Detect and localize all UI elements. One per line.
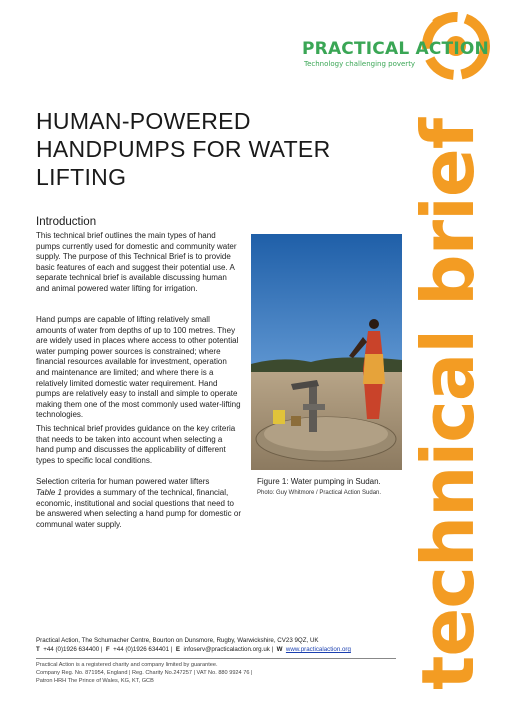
title-line: HANDPUMPS FOR WATER [36, 136, 331, 162]
website-link[interactable]: www.practicalaction.org [285, 646, 351, 653]
logo-tagline: Technology challenging poverty [304, 60, 416, 68]
email-address[interactable]: infoserv@practicalaction.org.uk [183, 646, 270, 653]
photo-credit: Photo: Guy Whitmore / Practical Action Sudan. [257, 490, 382, 496]
legal-line: Practical Action is a registered charity and company limited by guarantee. [36, 662, 218, 668]
water-pump-photo [251, 234, 402, 470]
email-label: E [175, 646, 180, 653]
footer-address: Practical Action, The Schumacher Centre, Bourton on Dunsmore, Rugby, Warwickshire, CV23 9QZ, UK [36, 637, 319, 644]
title-line: HUMAN-POWERED [36, 108, 251, 134]
introduction-heading: Introduction [36, 216, 97, 228]
selection-paragraph [36, 488, 241, 530]
tel-number: +44 (0)1926 634400 [43, 646, 100, 653]
page-title [36, 107, 376, 191]
footer-divider [36, 658, 396, 659]
intro-paragraph-2: Hand pumps are capable of lifting relatively small amounts of water from depths of up to 100 metres. They are widely used in places where access to other potential water pumping power sources is constrained; where financial resources available for investment, operation and maintenance are limited; and where there is a relatively limited domestic water requirement. Hand pumps are relatively easy to install and simple to operate making them one of the most commonly used water-lifting technologies. [36, 315, 241, 420]
legal-line: Company Reg. No. 871954, England | Reg. Charity No.247257 | VAT No. 880 9924 76 | [36, 669, 253, 676]
intro-paragraph-3: This technical brief provides guidance on the key criteria that needs to be taken into account when selecting a hand pump and discusses the applicability of different types to specific local conditions. [36, 424, 236, 465]
technical-brief-label: technical brief [406, 118, 490, 690]
selection-heading: Selection criteria for human powered water lifters [36, 477, 210, 486]
legal-line: Patron HRH The Prince of Wales, KG, KT, GCB [36, 677, 154, 684]
logo-name: PRACTICAL ACTION [302, 39, 489, 59]
footer-contact: T +44 (0)1926 634400 | F +44 (0)1926 634401 | E infoserv@practicalaction.org.uk | W www.practicalaction.org [36, 646, 351, 653]
practical-action-logo [300, 12, 490, 82]
web-label: W [276, 646, 283, 653]
table-1-reference: Table 1 [36, 488, 62, 497]
figure-caption: Figure 1: Water pumping in Sudan. [257, 477, 381, 486]
intro-paragraph-1: This technical brief outlines the main types of hand pumps currently used for domestic and community water supply. The purpose of this Technical Brief is to provide basic features of each and suggest their potential use. A separate technical brief is available discussing human and animal powered water lifting for irrigation. [36, 231, 237, 293]
fax-label: F [105, 646, 110, 653]
tel-label: T [36, 646, 40, 653]
fax-number: +44 (0)1926 634401 [113, 646, 170, 653]
footer-legal [36, 662, 252, 685]
selection-text: provides a summary of the technical, financial, economic, institutional and social questions that need to be answered when selecting a hand pump for domestic or communal water supply. [36, 488, 242, 529]
title-line: LIFTING [36, 164, 127, 190]
